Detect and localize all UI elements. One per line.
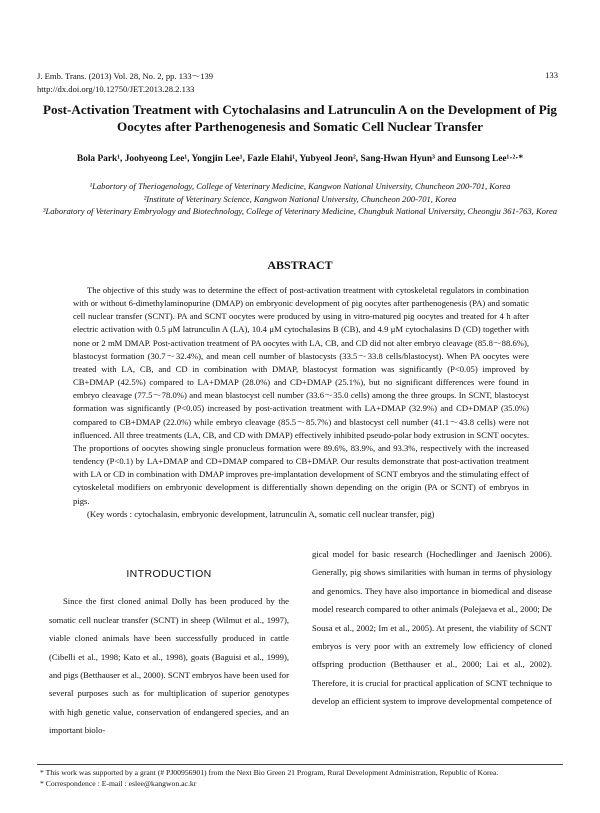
affiliations: [40, 180, 560, 218]
abstract: [73, 284, 529, 521]
intro-right-text: gical model for basic research (Hochedlinger and Jaenisch 2006). Generally, pig shows similarities with human in terms of physiology and genomics. They have also importance in biomedical and disease model research compared to other animals (Polejaeva et al., 2000; De Sousa et al., 2002; Im et al., 2005). At present, the viability of SCNT embryos is very poor with an extremely low efficiency of cloned offspring production (Betthauser et al., 2000; Lai et al., 2002). Therefore, it is crucial for practical application of SCNT technique to develop an efficient system to improve developmental competence of: [312, 549, 552, 707]
footnote-divider: [37, 764, 563, 765]
affiliation-1: ¹Labortory of Theriogenology, College of Veterinary Medicine, Kangwon National University, Chuncheon 200-701, Korea: [89, 181, 511, 191]
introduction-heading: INTRODUCTION: [126, 568, 212, 580]
affiliation-2: ²Institute of Veterinary Science, Kangwon National University, Chuncheon 200-701, Korea: [143, 193, 457, 204]
paper-title: Post-Activation Treatment with Cytochalasins and Latrunculin A on the Development of Pig Oocytes after Parthenogenesis and Somatic Cell Nuclear Transfer: [43, 102, 557, 134]
intro-left-text: Since the first cloned animal Dolly has been produced by the somatic cell nuclear transfer (SCNT) in sheep (Wilmut et al., 1997), viable cloned animals have been successfully produced in cattle (Cibelli et al., 1998; Kato et al., 1998), goats (Baguisi et al., 1999), and pigs (Betthauser et al., 2000). SCNT embryos have been used for several purposes such as for multiplication of superior genotypes with high genetic value, conservation of endangered species, and an important biolo-: [49, 596, 289, 736]
abstract-body: The objective of this study was to determine the effect of post-activation treatment with cytoskeletal regulators in combination with or without 6-dimethylaminopurine (DMAP) on embryonic development of pig oocytes after parthenogenesis (PA) and somatic cell nuclear transfer (SCNT). PA and SCNT oocytes were produced by using in vitro-matured pig oocytes and treated for 4 h after electric activation with 0.5 μM latrunculin A (LA), 10.4 μM cytochalasins B (CB), and 4.9 μM cytochalasins D (CD) together with none or 2 mM DMAP. Post-activation treatment of PA oocytes with LA, CB, and CD did not alter embryo cleavage (85.8～88.6%), blastocyst formation (30.7～32.4%), and mean cell number of blastocysts (33.5～33.8 cells/blastocyst). When PA oocytes were treated with LA, CB, and CD in combination with DMAP, blastocyst formation was significantly (P<0.05) improved by CB+DMAP (42.5%) compared to LA+DMAP (28.0%) and CD+DMAP (25.1%), but no significant differences were found in embryo cleavage (77.5～78.0%) and mean blastocyst cell number (33.6～35.0 cells) among the three groups. In SCNT, blastocyst formation was significantly (P<0.05) increased by post-activation treatment with LA+DMAP (32.9%) and CD+DMAP (35.0%) compared to CB+DMAP (22.0%) while embryo cleavage (85.5～85.7%) and blastocyst cell number (41.1～43.8 cells) were not influenced. All three treatments (LA, CB, and CD with DMAP) effectively inhibited pseudo-polar body extrusion in SCNT oocytes. The proportions of oocytes showing single pronucleus formation were 89.6%, 83.9%, and 93.3%, respectively with the increased tendency (P<0.1) by LA+DMAP and CD+DMAP compared to CB+DMAP. Our results demonstrate that post-activation treatment with LA or CD in combination with DMAP improves pre-implantation development of SCNT embryos and the stimulating effect of cytoskeletal modifiers on embryonic development is differentially shown depending on the origin (PA or SCNT) of embryos in pigs.: [73, 285, 529, 506]
citation: J. Emb. Trans. (2013) Vol. 28, No. 2, pp. 133～139: [37, 71, 214, 81]
abstract-heading: ABSTRACT: [267, 258, 333, 272]
doi-link[interactable]: http://dx.doi.org/10.12750/JET.2013.28.2.133: [37, 84, 195, 94]
left-column: [49, 565, 289, 740]
page-number: 133: [545, 70, 558, 80]
author-list: Bola Park¹, Joohyeong Lee¹, Yongjin Lee¹, Fazle Elahi¹, Yubyeol Jeon², Sang-Hwan Hyun³ and Eunsong Lee¹·²·*: [76, 154, 524, 164]
funding-footnote: * This work was supported by a grant (# PJ00956901) from the Next Bio Green 21 Program, Rural Development Administration, Republic of Korea.: [40, 768, 499, 777]
affiliation-3: ³Laboratory of Veterinary Embryology and Biotechnology, College of Veterinary Medicine, Chungbuk National University, Cheongju 361-763, Korea: [42, 206, 558, 217]
running-header: [37, 70, 213, 96]
footnotes: [40, 767, 560, 789]
keywords: (Key words : cytochalasin, embryonic development, latrunculin A, somatic cell nuclear transfer, pig): [87, 508, 435, 519]
correspondence-footnote: * Correspondence : E-mail : eslee@kangwon.ac.kr: [40, 779, 197, 788]
right-column: [312, 545, 552, 711]
